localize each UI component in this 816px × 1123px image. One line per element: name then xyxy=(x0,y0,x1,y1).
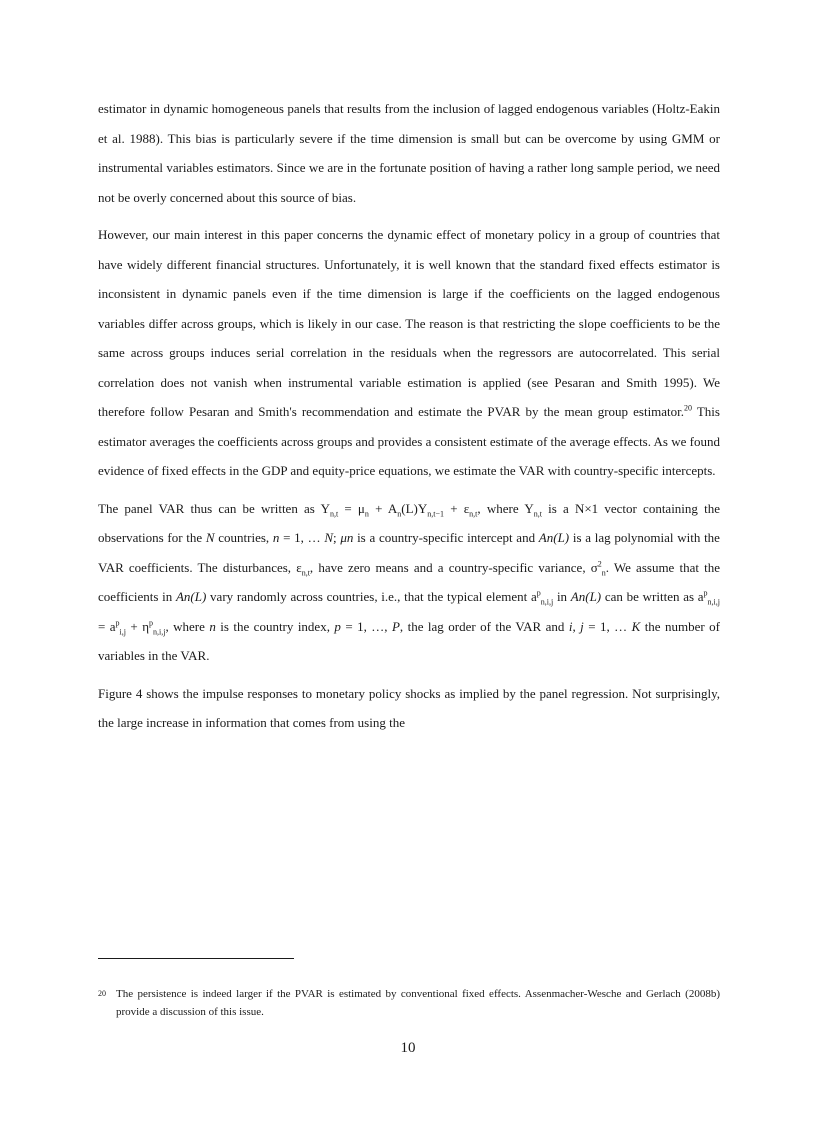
p3-text-3: is a xyxy=(541,500,575,516)
footnote-number: 20 xyxy=(98,989,106,998)
p3-n-2: n xyxy=(209,618,216,634)
paragraph-2-text-a: However, our main interest in this paper concerns the dynamic effect of monetary policy in a group of countries that have widely different financial structures. Unfortunately, it is well known that the standard fixed effects estimator is inconsistent in dynamic panels even if the time dimension is large if the coefficients on the lagged endogenous variables differ across groups, which is likely in our case. The reason is that restricting the slope coefficients to be the same across groups induces serial correlation in the residuals when the regressors are autocorrelated. This serial correlation does not vanish when instrumental variable estimation is applied (see Pesaran and Smith 1995). We therefore follow Pesaran and Smith's recommendation and estimate the PVAR by the mean group estimator. xyxy=(98,227,720,419)
p3-text-4: vector containing the observations for the xyxy=(98,500,720,545)
p3-An-L-3: An(L) xyxy=(570,589,602,604)
math-N-by-1: N×1 xyxy=(574,500,599,516)
paragraph-3 xyxy=(98,494,720,671)
page-number: 10 xyxy=(400,1040,416,1056)
p3-An-L-2: An(L) xyxy=(175,589,207,604)
p3-text-10: , have zero means and a country-specific variance, xyxy=(309,559,591,575)
p3-text-2: , where xyxy=(477,500,525,516)
paragraph-4-text: Figure 4 shows the impulse responses to monetary policy shocks as implied by the panel regression. Not surprisingly, the large increase in information that comes from using the xyxy=(98,685,720,730)
footnote-divider xyxy=(98,958,294,959)
math-coef-equation: $a^p_{n,i,j} = a^p_{i,j} + \eta^p_{n,i,j}$ xyxy=(98,588,720,637)
paragraph-2 xyxy=(98,220,720,486)
p3-N: N xyxy=(205,530,215,545)
p3-text-12: vary randomly across countries, i.e., that the typical element xyxy=(206,589,531,604)
p3-text-9: is a lag polynomial with the VAR coefficients. The disturbances, xyxy=(98,530,720,575)
footnote-text: The persistence is indeed larger if the PVAR is estimated by conventional fixed effects. Assenmacher-Wesche and Gerlach (2008b) provide a discussion of this issue. xyxy=(116,988,720,1018)
p3-mu-n: μn xyxy=(340,530,354,545)
p3-N-2: N xyxy=(324,530,333,545)
paragraph-2-text-b: This estimator averages the coefficients across groups and provides a consistent estimate of the average effects. As we found evidence of fixed effects in the GDP and equity-price equations, we estimate the VAR with country-specific intercepts. xyxy=(98,404,720,478)
p3-text-6: = 1, … xyxy=(279,530,325,545)
page-body xyxy=(98,94,720,746)
p3-text-11: . We assume that the coefficients in xyxy=(98,559,720,604)
p3-text-17: = 1, …, xyxy=(340,618,392,634)
math-a-nij: $a^p_{n,i,j}$ xyxy=(530,588,554,607)
p3-An-L: An(L) xyxy=(538,530,570,545)
p3-ij: i, j xyxy=(568,618,584,634)
p3-text-5: countries, xyxy=(214,530,273,545)
p3-text-19: = 1, … xyxy=(583,618,632,634)
p3-text-14: can be written as xyxy=(601,589,698,604)
paragraph-1 xyxy=(98,94,720,212)
p3-text-7: ; xyxy=(333,530,341,545)
p3-P: P xyxy=(391,618,400,634)
footnote-ref-20[interactable]: 20 xyxy=(684,403,693,413)
math-Y-nt: $Y_{n,t}$ xyxy=(524,500,542,519)
pvar-equation: $Y_{n,t} = \mu_n + A_n(L)Y_{n,t-1} + \varepsilon_{n,t}$ xyxy=(320,500,478,519)
p3-text-18: , the lag order of the VAR and xyxy=(399,618,569,634)
p3-text-8: is a country-specific intercept and xyxy=(353,530,539,545)
p3-text-15: , where xyxy=(165,618,210,634)
p3-text-1: The panel VAR thus can be written as xyxy=(98,500,321,516)
p3-text-20: the number of variables in the VAR. xyxy=(98,618,720,663)
p3-p: p xyxy=(334,618,341,634)
math-sigma-n-sq: $\sigma^2_n$ xyxy=(590,559,606,578)
math-epsilon-nt: $\varepsilon_{n,t}$ xyxy=(296,559,310,578)
footnote-20 xyxy=(98,985,720,1021)
p3-text-16: is the country index, xyxy=(215,618,335,634)
p3-K: K xyxy=(631,618,641,634)
p3-n: n xyxy=(272,530,280,545)
paragraph-4 xyxy=(98,679,720,738)
paragraph-1-text: estimator in dynamic homogeneous panels that results from the inclusion of lagged endogenous variables (Holtz-Eakin et al. 1988). This bias is particularly severe if the time dimension is small but can be overcome by using GMM or instrumental variables estimators. Since we are in the fortunate position of having a rather long sample period, we need not be overly concerned about this source of bias. xyxy=(98,101,720,205)
p3-text-13: in xyxy=(553,589,571,604)
